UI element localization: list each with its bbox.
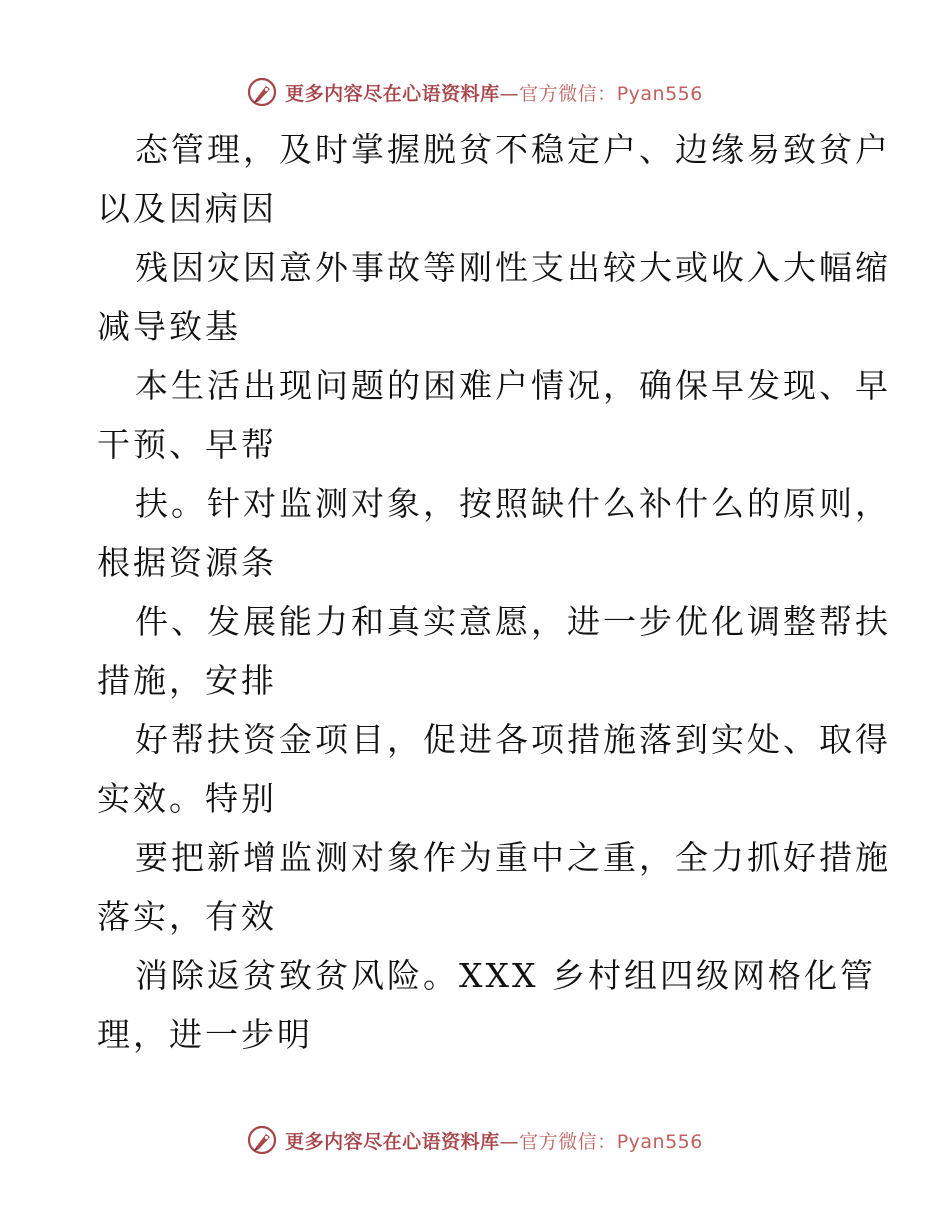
body-line: 态管理，及时掌握脱贫不稳定户、边缘易致贫户 xyxy=(135,130,891,169)
pen-nib-logo-icon xyxy=(247,77,277,107)
body-line: 好帮扶资金项目，促进各项措施落到实处、取得 xyxy=(135,720,891,759)
body-line: 理，进一步明 xyxy=(97,1015,313,1054)
body-line: 要把新增监测对象作为重中之重，全力抓好措施 xyxy=(135,838,891,877)
header-banner xyxy=(0,72,950,112)
footer-wechat-label: 官方微信： xyxy=(519,1130,617,1153)
footer-separator: — xyxy=(499,1130,520,1153)
header-separator: — xyxy=(499,82,520,105)
body-line: 落实，有效 xyxy=(97,897,277,936)
footer-banner xyxy=(0,1120,950,1160)
body-line: 消除返贫致贫风险。XXX 乡村组四级网格化管 xyxy=(135,956,876,995)
header-wechat-label: 官方微信： xyxy=(519,82,617,105)
body-line: 根据资源条 xyxy=(97,543,277,582)
body-line: 件、发展能力和真实意愿，进一步优化调整帮扶 xyxy=(135,602,891,641)
header-brand: 更多内容尽在心语资料库 xyxy=(285,82,500,105)
footer-text xyxy=(285,1127,703,1154)
body-line: 干预、早帮 xyxy=(97,425,277,464)
footer-brand: 更多内容尽在心语资料库 xyxy=(285,1130,500,1153)
body-line: 减导致基 xyxy=(97,307,241,346)
pen-nib-logo-icon xyxy=(247,1125,277,1155)
body-line: 措施，安排 xyxy=(97,661,277,700)
body-line: 扶。针对监测对象，按照缺什么补什么的原则， xyxy=(135,484,891,523)
body-line: 残因灾因意外事故等刚性支出较大或收入大幅缩 xyxy=(135,248,891,287)
header-text xyxy=(285,79,703,106)
document-body xyxy=(97,120,891,1064)
header-wechat-id: Pyan556 xyxy=(616,82,703,105)
body-line: 实效。特别 xyxy=(97,779,277,818)
body-line: 以及因病因 xyxy=(97,189,277,228)
footer-wechat-id: Pyan556 xyxy=(616,1130,703,1153)
body-line: 本生活出现问题的困难户情况，确保早发现、早 xyxy=(135,366,891,405)
